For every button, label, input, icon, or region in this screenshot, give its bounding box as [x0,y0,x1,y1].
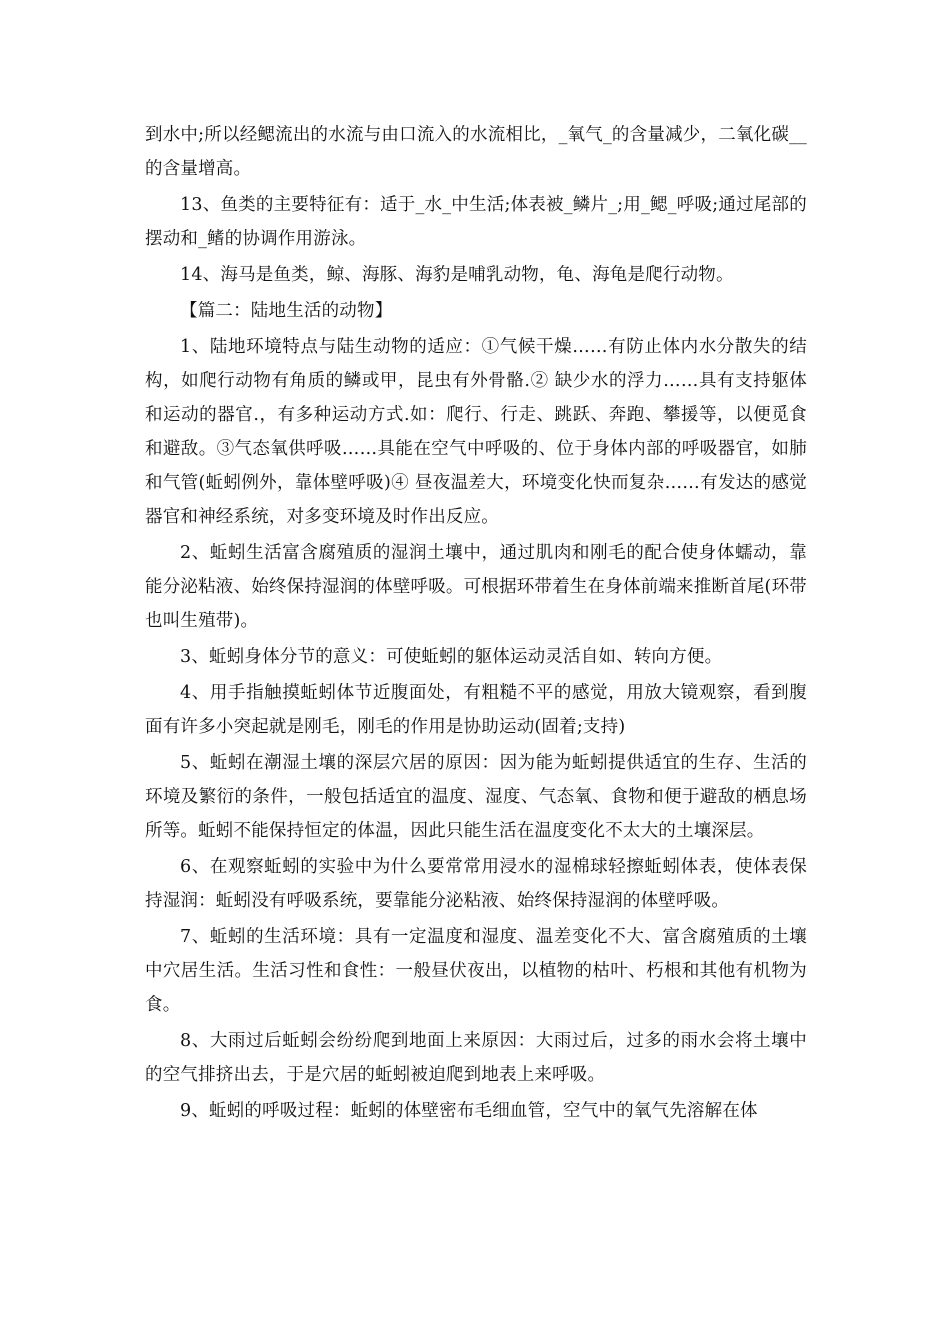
paragraph-1-land-adaptation: 1、陆地环境特点与陆生动物的适应：①气候干燥……有防止体内水分散失的结构，如爬行动物有角质的鳞或甲，昆虫有外骨骼.② 缺少水的浮力……具有支持躯体和运动的器官.，有多种运动方式.如：爬行、行走、跳跃、奔跑、攀援等，以便觅食和避敌。③气态氧供呼吸……具能在空气中呼吸的、位于身体内部的呼吸器官，如肺和气管(蚯蚓例外，靠体壁呼吸)④ 昼夜温差大，环境变化快而复杂……有发达的感觉器官和神经系统，对多变环境及时作出反应。 [145,337,807,527]
paragraph-3-segmentation: 3、蚯蚓身体分节的意义：可使蚯蚓的躯体运动灵活自如、转向方便。 [180,647,723,667]
paragraph-14-animal-classes: 14、海马是鱼类，鲸、海豚、海豹是哺乳动物，龟、海龟是爬行动物。 [180,265,734,285]
paragraph-continuation-gill-water: 到水中;所以经鳃流出的水流与由口流入的水流相比，_氧气_的含量减少，二氧化碳__的含量增高。 [145,125,807,179]
paragraph-6-moist-skin: 6、在观察蚯蚓的实验中为什么要常常用浸水的湿棉球轻擦蚯蚓体表，使体表保持湿润：蚯蚓没有呼吸系统，要靠能分泌粘液、始终保持湿润的体壁呼吸。 [145,857,807,911]
paragraph-13-fish-features: 13、鱼类的主要特征有：适于_水_中生活;体表被_鳞片_;用_鳃_呼吸;通过尾部的摆动和_鳍的协调作用游泳。 [145,195,807,249]
paragraph-2-earthworm-habitat: 2、蚯蚓生活富含腐殖质的湿润土壤中，通过肌肉和刚毛的配合使身体蠕动，靠能分泌粘液、始终保持湿润的体壁呼吸。可根据环带着生在身体前端来推断首尾(环带也叫生殖带)。 [145,543,807,631]
paragraph-9-respiration: 9、蚯蚓的呼吸过程：蚯蚓的体壁密布毛细血管，空气中的氧气先溶解在体 [180,1101,758,1121]
section-heading-land-animals: 【篇二：陆地生活的动物】 [180,301,393,321]
paragraph-4-setae: 4、用手指触摸蚯蚓体节近腹面处，有粗糙不平的感觉，用放大镜观察，看到腹面有许多小突起就是刚毛，刚毛的作用是协助运动(固着;支持) [145,683,807,737]
paragraph-8-after-rain: 8、大雨过后蚯蚓会纷纷爬到地面上来原因：大雨过后，过多的雨水会将土壤中的空气排挤出去，于是穴居的蚯蚓被迫爬到地表上来呼吸。 [145,1031,807,1085]
document-page [145,118,807,1130]
paragraph-7-living-environment: 7、蚯蚓的生活环境：具有一定温度和湿度、温差变化不大、富含腐殖质的土壤中穴居生活。生活习性和食性：一般昼伏夜出，以植物的枯叶、朽根和其他有机物为食。 [145,927,807,1015]
paragraph-5-burrow-reason: 5、蚯蚓在潮湿土壤的深层穴居的原因：因为能为蚯蚓提供适宜的生存、生活的环境及繁衍的条件，一般包括适宜的温度、湿度、气态氧、食物和便于避敌的栖息场所等。蚯蚓不能保持恒定的体温，因此只能生活在温度变化不太大的土壤深层。 [145,753,807,841]
